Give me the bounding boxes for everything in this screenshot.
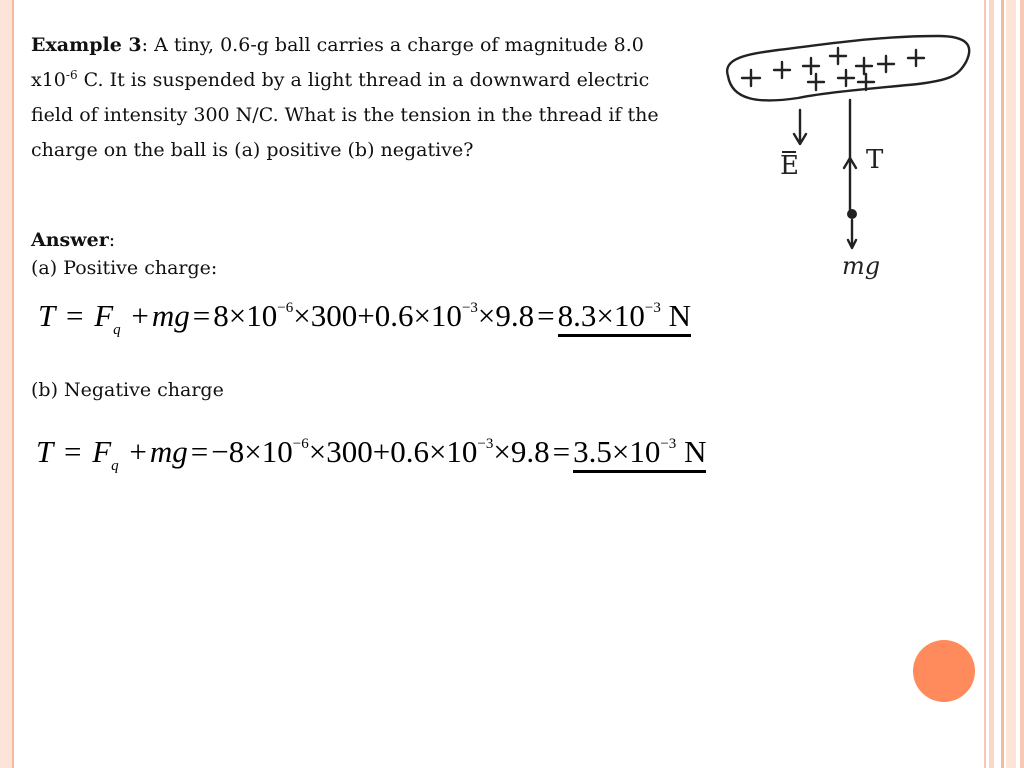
decorative-circle — [913, 640, 975, 702]
left-border-stripe — [0, 0, 12, 768]
result-positive: $8.3\times 10^{-3}$ N — [558, 298, 691, 337]
example-label: Example 3 — [31, 34, 142, 56]
mg-label: mg — [842, 252, 881, 280]
charged-plate-outline — [727, 36, 969, 100]
charged-cloud-diagram — [718, 18, 978, 290]
charged-ball — [847, 209, 857, 219]
weight-arrow — [848, 220, 856, 248]
equation-negative: $T = F_q +mg=-8\times 10^{-6}\times 300+0.6\times 10^{-3}\times 9.8=3.5\times 10^{-3}$ N — [36, 434, 707, 474]
problem-text-cont: C. It is suspended by a light thread in a downward electric field of intensity 300 N/C. What is the tension in the thread if the charge on the ball is (a) positive (b) negative? — [31, 69, 659, 161]
part-a-label: (a) Positive charge: — [31, 257, 218, 279]
charge-exponent: -6 — [65, 68, 78, 82]
problem-statement — [31, 28, 671, 168]
E-label: E — [780, 151, 799, 181]
result-negative: $3.5\times 10^{-3}$ N — [573, 434, 706, 473]
T-label: T — [866, 145, 884, 175]
problem-text: : A tiny, 0.6-g ball carries a charge of magnitude 8.0 x10 — [31, 34, 644, 91]
right-border-stripe — [989, 0, 994, 768]
right-border-stripe — [1020, 0, 1024, 768]
answer-label: Answer — [31, 229, 109, 251]
answer-section: Answer: (a) Positive charge: — [31, 226, 217, 282]
right-border-stripe — [1001, 0, 1004, 768]
right-border-stripe — [984, 0, 986, 768]
equation-positive: $T = F_q +mg=8\times 10^{-6}\times 300+0.6\times 10^{-3}\times 9.8=8.3\times 10^{-3}$ N — [38, 298, 691, 338]
electric-field-arrow — [794, 110, 806, 144]
left-border-line — [12, 0, 14, 768]
part-b-label: (b) Negative charge — [31, 379, 224, 401]
plus-charges — [742, 48, 924, 90]
right-border-stripe — [1006, 0, 1016, 768]
